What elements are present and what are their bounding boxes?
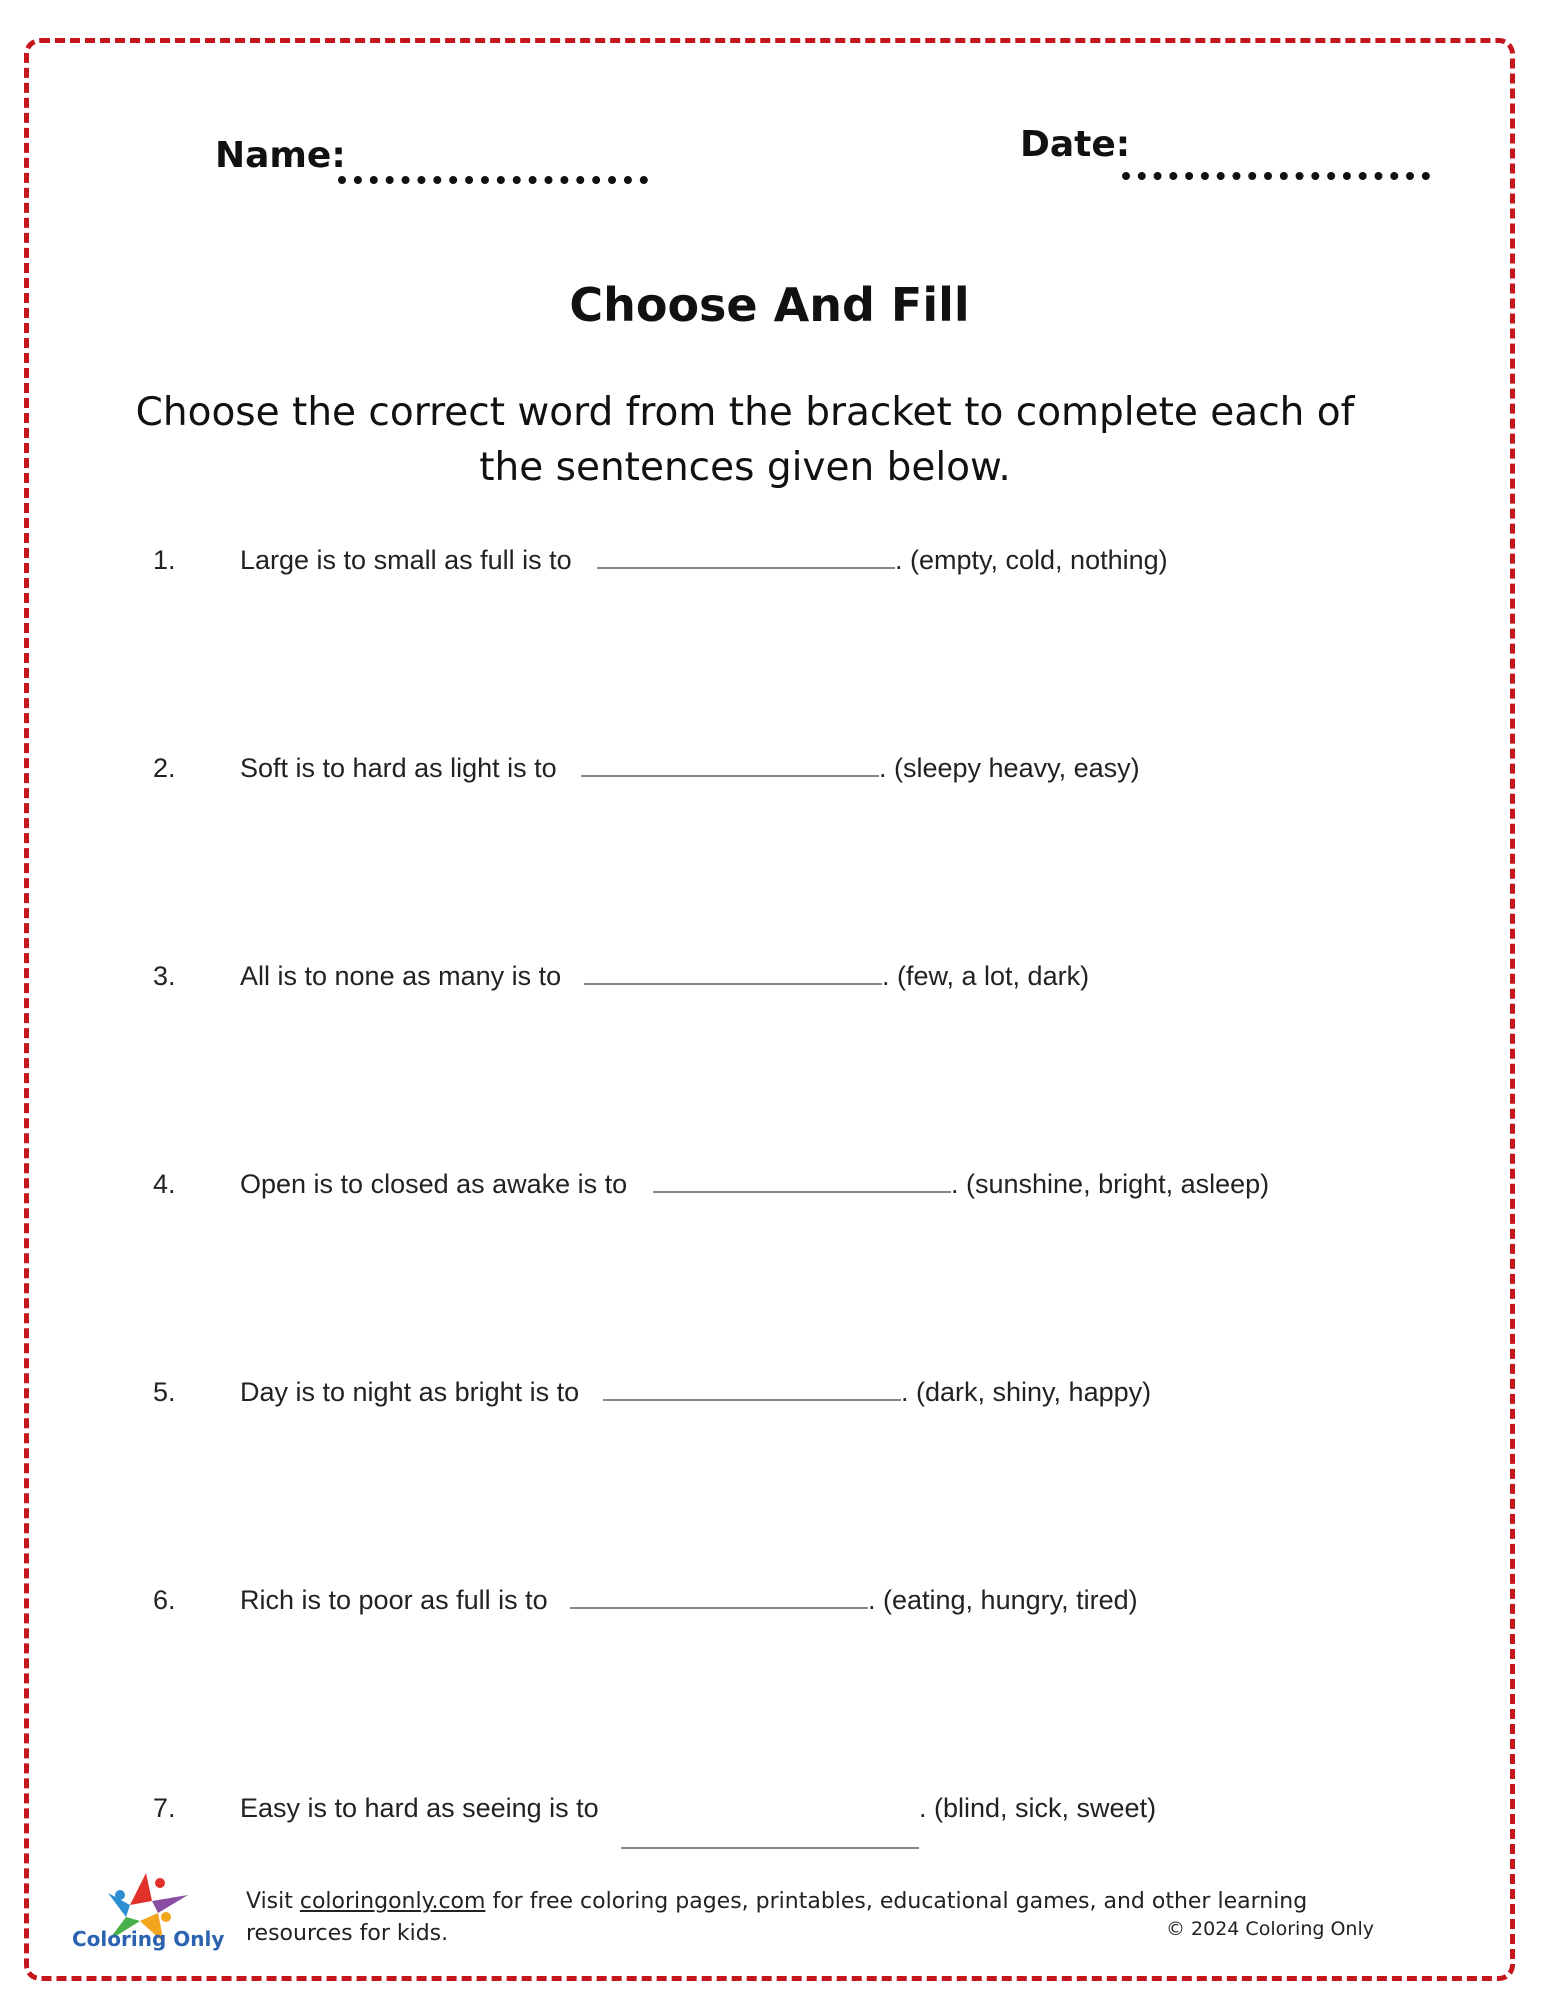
question-6 [153,1585,1353,1625]
answer-blank[interactable] [621,1847,919,1849]
question-text: Open is to closed as awake is to [240,1169,628,1199]
answer-blank[interactable] [570,1607,868,1609]
question-number: 2. [153,753,176,783]
question-4 [153,1169,1353,1209]
question-number: 3. [153,961,176,991]
copyright: © 2024 Coloring Only [1166,1918,1374,1940]
question-7 [153,1793,1353,1833]
question-choices: . (few, a lot, dark) [882,961,1090,991]
question-choices: . (blind, sick, sweet) [919,1793,1157,1823]
answer-blank[interactable] [581,775,879,777]
question-1 [153,545,1353,585]
question-number: 6. [153,1585,176,1615]
footer-prefix: Visit [246,1889,300,1914]
question-text: Day is to night as bright is to [240,1377,580,1407]
answer-blank[interactable] [597,567,895,569]
question-number: 5. [153,1377,176,1407]
date-field-line[interactable] [1122,172,1430,180]
question-text: Soft is to hard as light is to [240,753,557,783]
question-3 [153,961,1353,1001]
worksheet-title: Choose And Fill [569,278,970,332]
question-choices: . (eating, hungry, tired) [868,1585,1138,1615]
website-link[interactable]: coloringonly.com [299,1889,486,1914]
question-number: 7. [153,1793,176,1823]
question-choices: . (sleepy heavy, easy) [879,753,1140,783]
answer-blank[interactable] [584,983,882,985]
question-text: Easy is to hard as seeing is to [240,1793,599,1823]
footer-suffix: for free coloring pages, printables, educational games, and other learning resources for kids. [246,1889,1308,1946]
name-label: Name: [215,135,346,176]
question-number: 1. [153,545,176,575]
logo-text: Coloring Only [72,1927,225,1951]
question-text: Rich is to poor as full is to [240,1585,548,1615]
name-field-line[interactable] [338,176,648,184]
date-label: Date: [1020,124,1131,165]
answer-blank[interactable] [653,1191,951,1193]
question-choices: . (sunshine, bright, asleep) [951,1169,1270,1199]
question-choices: . (dark, shiny, happy) [901,1377,1152,1407]
instructions: Choose the correct word from the bracket to complete each of the sentences given below. [135,390,1355,490]
question-2 [153,753,1353,793]
question-number: 4. [153,1169,176,1199]
question-text: All is to none as many is to [240,961,562,991]
answer-blank[interactable] [603,1399,901,1401]
question-text: Large is to small as full is to [240,545,572,575]
question-5 [153,1377,1353,1417]
question-choices: . (empty, cold, nothing) [895,545,1168,575]
